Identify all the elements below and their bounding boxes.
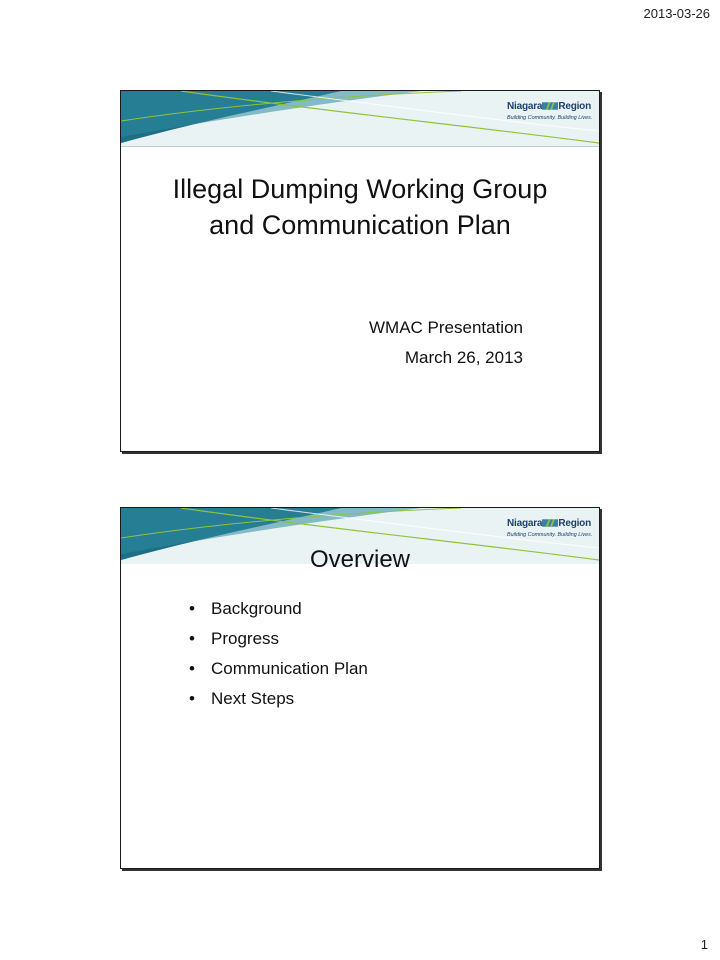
niagara-region-logo	[507, 516, 591, 538]
logo-mark-icon	[542, 100, 558, 112]
slide-1-subtitle-date: March 26, 2013	[404, 348, 523, 367]
bullet-item: • Communication Plan	[187, 654, 368, 684]
slide-1-title-line-2: and Communication Plan	[209, 210, 511, 240]
logo-word-left: Niagara	[507, 517, 543, 529]
logo-tagline: Building Community. Building Lives.	[507, 532, 593, 538]
slide-1-subtitle-presentation: WMAC Presentation	[369, 318, 523, 337]
slide-thumbnail-1	[120, 90, 600, 452]
bullet-item: • Next Steps	[187, 684, 368, 714]
bullet-dot-icon: •	[189, 659, 195, 678]
overview-bullet-list	[187, 594, 368, 714]
slide-2-title: Overview	[309, 546, 411, 573]
logo-word-left: Niagara	[507, 100, 543, 112]
bullet-dot-icon: •	[189, 629, 195, 648]
bullet-item: • Background	[187, 594, 368, 624]
bullet-dot-icon: •	[189, 599, 195, 618]
niagara-region-logo	[507, 99, 591, 121]
slide-1-title	[121, 171, 599, 243]
logo-mark-icon	[542, 517, 558, 529]
page-date: 2013-03-26	[643, 6, 710, 21]
slide-thumbnail-2	[120, 507, 600, 869]
bullet-item: • Progress	[187, 624, 368, 654]
logo-word-right: Region	[558, 517, 591, 529]
page-number: 1	[700, 937, 708, 952]
logo-tagline: Building Community. Building Lives.	[507, 115, 593, 121]
slide-1-title-line-1: Illegal Dumping Working Group	[172, 174, 548, 204]
logo-word-right: Region	[558, 100, 591, 112]
bullet-dot-icon: •	[189, 689, 195, 708]
